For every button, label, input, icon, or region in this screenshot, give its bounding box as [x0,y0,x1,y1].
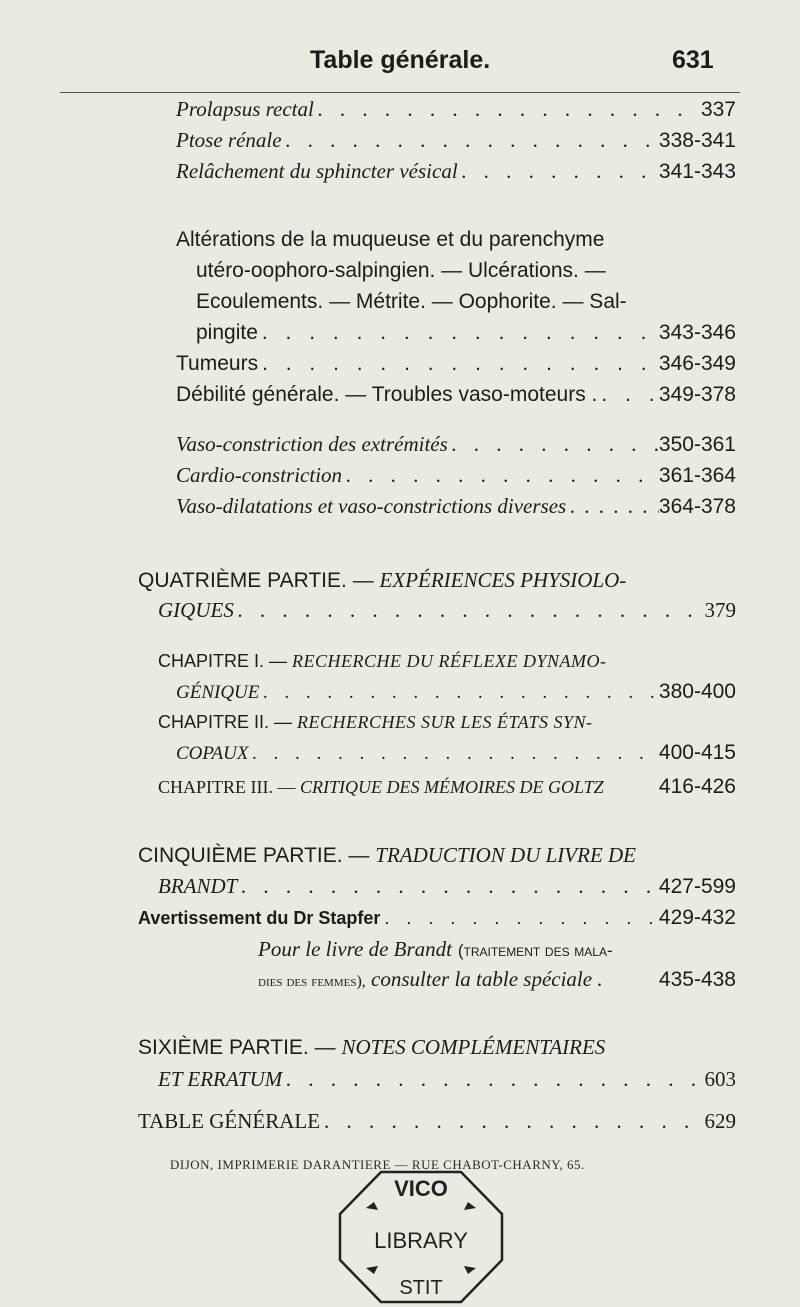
part-title: EXPÉRIENCES PHYSIOLO- [379,568,627,592]
toc-entry-cardio [176,463,736,488]
brandt-note-line-1 [258,937,613,962]
note-text: consulter la table spéciale . [371,967,603,991]
entry-pages: 435-438 [658,968,736,991]
entry-pages: 427-599 [658,875,736,898]
chapter-label: CHAPITRE I. — [158,651,288,671]
toc-entry-chapter3 [158,775,736,799]
entry-pages: 343-346 [658,321,736,344]
leader-dots [282,1067,704,1092]
toc-entry-vaso-dilatations [176,494,736,519]
entry-title: Prolapsus rectal [176,97,314,121]
entry-title: ET ERRATUM [158,1067,283,1091]
toc-entry-relachement [176,159,736,184]
entry-pages: 379 [704,598,736,622]
chapter-title: RECHERCHES SUR LES ÉTATS SYN- [297,712,593,732]
leader-dots [234,598,705,623]
entry-title: COPAUX [176,743,249,764]
entry-pages: 364-378 [658,495,736,518]
entry-title: Ptose rénale [176,128,282,152]
part-title: TRADUCTION DU LIVRE DE [375,843,637,867]
toc-entry-vaso-extremites [176,432,736,457]
entry-pages: 380-400 [658,680,736,703]
leader-dots [314,97,701,122]
part-label: SIXIÈME PARTIE. — [138,1036,336,1059]
leader-dots [342,463,659,488]
toc-entry-prolapsus [176,97,736,122]
entry-pages: 346-349 [658,352,736,375]
chapter1-heading [158,651,607,672]
entry-pages: 416-426 [658,775,736,798]
leader-dots [380,908,659,929]
stamp-top-text: VICO [394,1176,448,1201]
chapter-title: RECHERCHE DU RÉFLEXE DYNAMO- [292,651,607,671]
entry-title: Relâchement du sphincter vésical [176,159,458,183]
stamp-middle-text: LIBRARY [374,1228,468,1253]
entry-title: Vaso-dilatations et vaso-constrictions diverses [176,494,567,518]
entry-title: TABLE GÉNÉRALE [138,1109,321,1133]
leader-dots [458,159,659,184]
chapter-label: CHAPITRE II. — [158,712,293,732]
leader-dots [237,874,659,899]
alterations-line-1: Altérations de la muqueuse et du parenchyme [176,228,605,251]
toc-entry-pingite [196,321,736,345]
toc-entry-part4 [158,598,736,623]
entry-pages: 338-341 [658,129,736,152]
leader-dots [259,682,659,704]
leader-dots [258,321,659,345]
entry-title: Vaso-constriction des extrémités [176,432,448,456]
entry-title: GIQUES [158,598,234,622]
library-stamp [336,1168,506,1306]
leader-dots [597,383,659,407]
entry-pages: 337 [700,98,736,121]
entry-pages: 400-415 [658,741,736,764]
entry-title: GÉNIQUE [176,682,260,703]
entry-pages: 603 [704,1067,736,1091]
running-head [0,46,800,86]
toc-entry-part6 [158,1067,736,1092]
entry-title: Cardio-constriction [176,463,343,487]
part6-heading [138,1035,605,1060]
toc-entry-tumeurs [176,352,736,376]
entry-pages: 429-432 [658,906,736,929]
leader-dots [320,1109,704,1134]
part-label: CINQUIÈME PARTIE. — [138,844,370,867]
entry-pages: 341-343 [658,160,736,183]
entry-title: BRANDT [158,874,238,898]
part5-heading [138,843,636,868]
entry-title: Tumeurs [176,352,259,375]
leader-dots [248,743,658,765]
alterations-line-2: utéro-oophoro-salpingien. — Ulcérations. — [196,259,606,282]
entry-title: pingite [196,321,258,344]
page-number: 631 [672,46,714,74]
entry-pages: 350-361 [658,433,736,456]
leader-dots [282,128,659,153]
chapter-label: CHAPITRE III. — [158,777,296,797]
entry-title: CRITIQUE DES MÉMOIRES DE GOLTZ [300,777,604,797]
toc-entry-debilite [176,383,736,407]
entry-pages: 361-364 [658,464,736,487]
leader-dots [258,352,659,376]
part-title: NOTES COMPLÉMENTAIRES [341,1035,606,1059]
note-text: Pour le livre de Brandt [258,937,453,961]
toc-entry-chapter2 [176,741,736,765]
toc-entry-part5 [158,874,736,899]
toc-entry-chapter1 [176,680,736,704]
note-text: (traitement des mala- [457,941,613,960]
running-title: Table générale. [310,46,491,74]
part4-heading [138,568,626,593]
stamp-bottom-text: STIT [399,1277,443,1299]
entry-pages: 629 [704,1109,736,1133]
header-rule [60,92,740,93]
note-text: dies des femmes), [258,973,366,990]
entry-pages: 349-378 [658,383,736,406]
entry-title: Avertissement du Dr Stapfer [138,908,381,928]
printer-imprint: DIJON, IMPRIMERIE DARANTIERE — RUE CHABOT-CHARNY, 65. [170,1157,585,1172]
part-label: QUATRIÈME PARTIE. — [138,569,374,592]
toc-entry-table-generale [138,1109,736,1134]
toc-entry-ptose [176,128,736,153]
brandt-note-line-2 [258,967,736,992]
leader-dots [566,494,659,519]
toc-entry-avertissement [138,906,736,930]
alterations-line-3: Ecoulements. — Métrite. — Oophorite. — Sal- [196,290,627,313]
chapter2-heading [158,712,593,733]
entry-title: Débilité générale. — Troubles vaso-moteurs . [176,383,598,406]
leader-dots [448,432,659,457]
